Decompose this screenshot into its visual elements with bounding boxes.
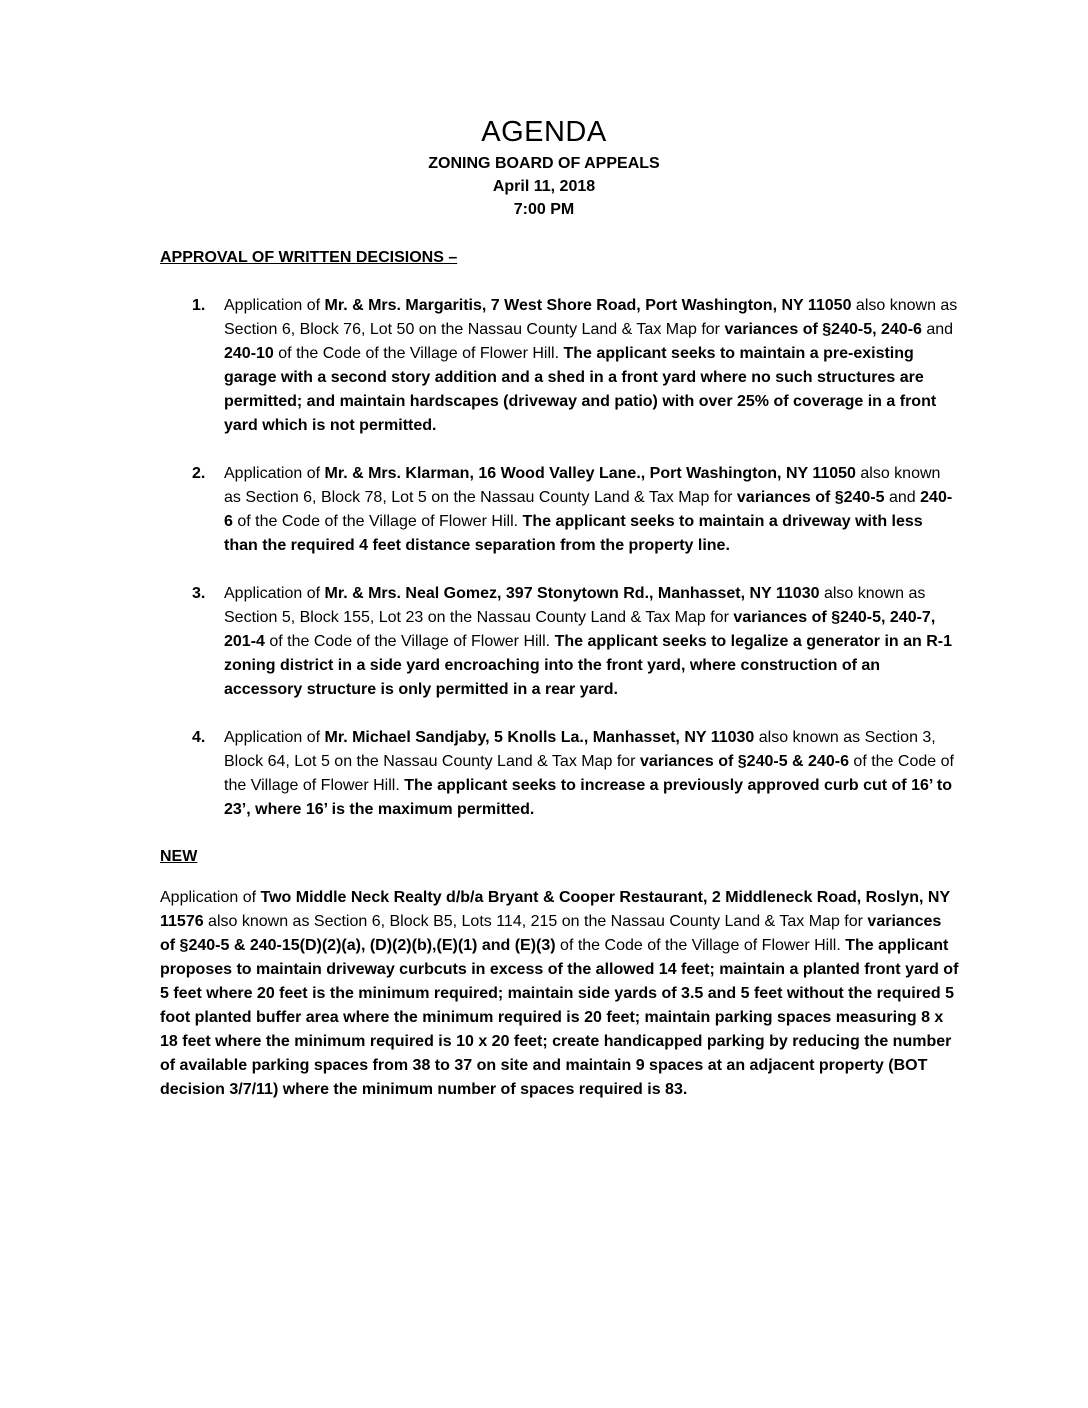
item-location: also known as Section 6, Block 76, Lot 50 on the Nassau County Land & Tax Map for <box>224 297 958 338</box>
item-location: also known as Section 6, Block 78, Lot 5 on the Nassau County Land & Tax Map for <box>224 465 941 506</box>
item-lead: Application of <box>224 585 325 602</box>
page-title: AGENDA <box>481 116 607 148</box>
item-description: The applicant seeks to legalize a generator in an R-1 zoning district in a side yard encroaching into the front yard, where construction of an accessory structure is only permitted in a rear yard. <box>224 633 953 698</box>
new-heading: NEW <box>160 848 198 865</box>
item-code-ref: of the Code of the Village of Flower Hill. <box>273 345 564 362</box>
item-variances-extra: 240-6 <box>224 489 953 530</box>
item-variances: variances of §240-5 <box>736 489 885 506</box>
agenda-header <box>0 112 1088 221</box>
item-applicant: Mr. Michael Sandjaby, 5 Knolls La., Manhasset, NY 11030 <box>324 729 755 746</box>
item-variances: variances of §240-5 & 240-6 <box>639 753 849 770</box>
item-and: and <box>884 489 921 506</box>
item-location: also known as Section 5, Block 155, Lot 23 on the Nassau County Land & Tax Map for <box>224 585 926 626</box>
list-item <box>160 462 960 558</box>
new-variances: variances of §240-5 & 240-15(D)(2)(a), (D)(2)(b),(E)(1) and (E)(3) <box>160 913 942 954</box>
board-name: ZONING BOARD OF APPEALS <box>428 155 660 172</box>
item-description: The applicant seeks to maintain a driveway with less than the required 4 feet distance separation from the property line. <box>224 513 923 554</box>
item-location: also known as Section 3, Block 64, Lot 5 on the Nassau County Land & Tax Map for <box>224 729 936 770</box>
item-applicant: Mr. & Mrs. Margaritis, 7 West Shore Road, Port Washington, NY 11050 <box>324 297 852 314</box>
new-location: also known as Section 6, Block B5, Lots 114, 215 on the Nassau County Land & Tax Map for <box>203 913 868 930</box>
item-variances: variances of §240-5, 240-7, 201-4 <box>224 609 936 650</box>
item-description: The applicant seeks to increase a previously approved curb cut of 16’ to 23’, where 16’ is the maximum permitted. <box>224 777 952 818</box>
item-variances-extra: 240-10 <box>224 345 274 362</box>
written-decisions-heading: APPROVAL OF WRITTEN DECISIONS – <box>160 249 458 266</box>
new-application-paragraph <box>160 886 960 1102</box>
list-item <box>160 294 960 438</box>
meeting-time: 7:00 PM <box>513 201 575 218</box>
item-variances: variances of §240-5, 240-6 <box>724 321 922 338</box>
item-code-ref: of the Code of the Village of Flower Hill. <box>264 633 555 650</box>
list-item <box>160 726 960 822</box>
new-code-ref: of the Code of the Village of Flower Hill. <box>555 937 846 954</box>
item-and: and <box>921 321 954 338</box>
written-decisions-list <box>160 294 960 846</box>
meeting-date: April 11, 2018 <box>492 178 596 195</box>
item-description: The applicant seeks to maintain a pre-existing garage with a second story addition and a shed in a front yard where no such structures are permitted; and maintain hardscapes (driveway and patio) with over 25% of coverage in a front yard which is not permitted. <box>224 345 937 434</box>
item-number: 1. <box>192 297 206 314</box>
item-code-ref: of the Code of the Village of Flower Hill. <box>224 753 954 794</box>
item-lead: Application of <box>224 465 325 482</box>
new-lead: Application of <box>160 889 261 906</box>
item-code-ref: of the Code of the Village of Flower Hill. <box>232 513 523 530</box>
item-number: 4. <box>192 729 206 746</box>
item-lead: Application of <box>224 729 325 746</box>
item-number: 3. <box>192 585 206 602</box>
new-applicant: Two Middle Neck Realty d/b/a Bryant & Cooper Restaurant, 2 Middleneck Road, Roslyn, NY 11576 <box>160 889 950 930</box>
new-description: The applicant proposes to maintain driveway curbcuts in excess of the allowed 14 feet; maintain a planted front yard of 5 feet where 20 feet is the minimum required; maintain side yards of 3.5 and 5 feet without the required 5 foot planted buffer area where the minimum required is 20 feet; maintain parking spaces measuring 8 x 18 feet where the minimum required is 10 x 20 feet; create handicapped parking by reducing the number of available parking spaces from 38 to 37 on site and maintain 9 spaces at an adjacent property (BOT decision 3/7/11) where the minimum number of spaces required is 83. <box>160 937 959 1098</box>
item-number: 2. <box>192 465 206 482</box>
list-item <box>160 582 960 702</box>
item-applicant: Mr. & Mrs. Klarman, 16 Wood Valley Lane., Port Washington, NY 11050 <box>324 465 856 482</box>
item-applicant: Mr. & Mrs. Neal Gomez, 397 Stonytown Rd., Manhasset, NY 11030 <box>324 585 820 602</box>
item-lead: Application of <box>224 297 325 314</box>
